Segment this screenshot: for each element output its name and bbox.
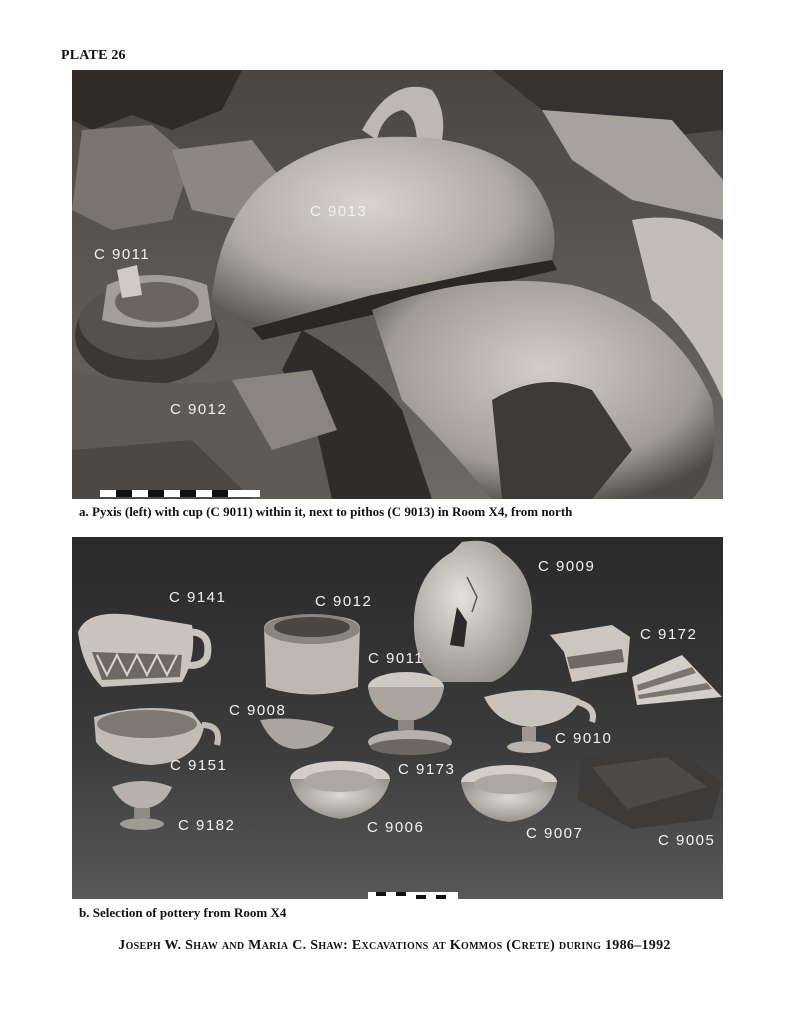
pottery-photo — [72, 537, 723, 899]
label-c9011-a: C 9011 — [94, 246, 151, 263]
excavation-photo — [72, 70, 723, 499]
label-c9007: C 9007 — [526, 825, 584, 842]
label-c9008: C 9008 — [229, 702, 287, 719]
label-c9173: C 9173 — [398, 761, 456, 778]
label-c9172: C 9172 — [640, 626, 698, 643]
caption-figure-a: a. Pyxis (left) with cup (C 9011) within it, next to pithos (C 9013) in Room X4, from north — [79, 504, 573, 519]
label-c9151: C 9151 — [170, 757, 228, 774]
page-footer: Joseph W. Shaw and Maria C. Shaw: Excavations at Kommos (Crete) during 1986–1992 — [118, 938, 671, 953]
label-c9141: C 9141 — [169, 589, 227, 606]
label-c9012-b: C 9012 — [315, 593, 373, 610]
label-c9182: C 9182 — [178, 817, 236, 834]
label-c9011-b: C 9011 — [368, 650, 425, 667]
label-c9013-a: C 9013 — [310, 203, 368, 220]
plate-label: PLATE 26 — [61, 48, 126, 63]
caption-figure-b: b. Selection of pottery from Room X4 — [79, 905, 287, 920]
label-c9012-a: C 9012 — [170, 401, 228, 418]
label-c9009: C 9009 — [538, 558, 596, 575]
label-c9006: C 9006 — [367, 819, 425, 836]
label-c9005: C 9005 — [658, 832, 716, 849]
label-c9010: C 9010 — [555, 730, 613, 747]
